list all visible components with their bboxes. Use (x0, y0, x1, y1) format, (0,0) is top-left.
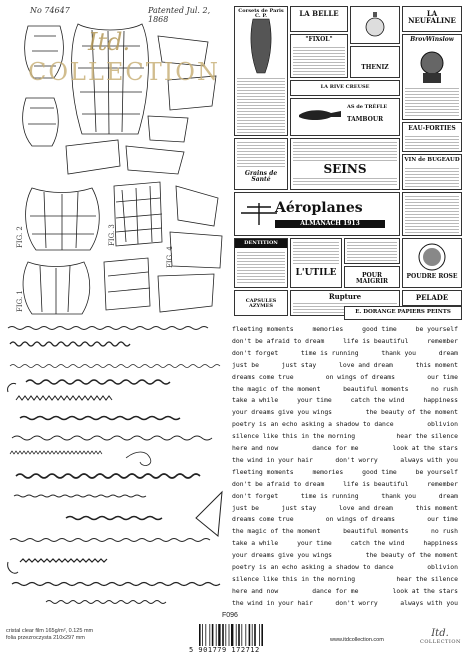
word-phrase: don't forget (232, 491, 279, 500)
word-phrase: catch the wind (350, 396, 405, 405)
word-phrase: the beauty of the moment (365, 551, 458, 560)
words-row (232, 480, 462, 489)
footer-logo: Itd. COLLECTION (420, 628, 461, 645)
inspirational-words (232, 325, 462, 615)
ad-dentition: DENTITION (234, 238, 288, 288)
word-phrase: life is beautiful (343, 336, 409, 345)
ad-vin-de-bugeaud: VIN de BUGEAUD (402, 154, 462, 190)
words-row (232, 456, 462, 465)
word-phrase: life is beautiful (343, 479, 409, 488)
word-phrase: don't worry (335, 598, 378, 607)
ad-grains-de-sante: Grains de Santé (234, 138, 288, 190)
words-row (232, 587, 462, 596)
word-phrase: always with you (400, 455, 458, 464)
ad-theniz: THENIZ (350, 46, 400, 78)
word-phrase: your dreams give you wings (232, 551, 333, 560)
word-phrase: be yourself (415, 467, 458, 476)
brand-logo (28, 28, 220, 88)
words-row (232, 432, 462, 441)
word-phrase: hear the silence (396, 432, 458, 441)
ad-l-utile: L'UTILE (290, 238, 342, 288)
ad-fixol: "FIXOL" (290, 34, 348, 78)
word-phrase: good time (362, 467, 397, 476)
ad-corsets: Corsets de Paris C. P. (234, 6, 288, 136)
word-phrase: be yourself (415, 325, 458, 333)
figure-label: FIG. 3 (108, 224, 116, 246)
logo-script: Itd. (88, 28, 131, 56)
word-phrase: dream (438, 348, 458, 357)
words-row (232, 539, 462, 548)
ad-aeroplanes: Aéroplanes ALMANACH 1913 (234, 192, 400, 236)
words-row (232, 551, 462, 560)
words-row (232, 575, 462, 584)
word-phrase: remember (427, 336, 458, 345)
words-row (232, 599, 462, 608)
word-phrase: time is running (300, 491, 359, 500)
word-phrase: always with you (400, 598, 458, 607)
word-phrase: just stay (281, 503, 317, 512)
words-row (232, 385, 462, 394)
word-phrase: hear the silence (396, 574, 458, 583)
ad-pour-maigrir: POUR MAIGRIR (344, 266, 400, 288)
word-phrase: don't be afraid to dream (232, 479, 325, 488)
stitch-lines (6, 322, 228, 612)
barcode-bar (229, 624, 230, 646)
word-phrase: poetry is an echo asking a shadow to dance (232, 420, 394, 429)
figure-label: FIG. 4 (166, 246, 174, 268)
barcode-bar (254, 624, 256, 646)
ad-poudre-rose: POUDRE ROSE (402, 238, 462, 288)
word-phrase: your dreams give you wings (232, 408, 333, 417)
word-phrase: oblivion (427, 420, 458, 429)
ad-papiers-peints: E. DORANGE PAPIERS PEINTS (344, 306, 462, 320)
word-phrase: your time (297, 396, 332, 405)
word-phrase: the magic of the moment (232, 384, 321, 393)
word-phrase: take a while (232, 539, 279, 548)
material-info (6, 628, 93, 642)
word-phrase: thank you (381, 348, 417, 357)
word-phrase: memories (312, 467, 344, 476)
ad-capsules-azymes: CAPSULES AZYMES (234, 290, 288, 316)
barcode-bar (249, 624, 251, 646)
word-phrase: dream (438, 491, 458, 500)
words-row (232, 337, 462, 346)
barcode-bar (236, 624, 237, 646)
words-row (232, 527, 462, 536)
barcode-bar (238, 624, 240, 646)
ad-misc-1 (402, 192, 462, 236)
word-phrase: on wings of dreams (325, 372, 396, 381)
word-phrase: this moment (415, 503, 458, 512)
word-phrase: just be (232, 360, 259, 369)
barcode-bar (259, 624, 260, 646)
barcode-bar (231, 624, 233, 646)
words-row (232, 504, 462, 513)
words-row (232, 492, 462, 501)
word-phrase: look at the stars (392, 586, 458, 595)
word-phrase: our time (427, 372, 458, 381)
word-phrase: this moment (415, 360, 458, 369)
barcode-bar (205, 624, 206, 646)
words-row (232, 420, 462, 429)
words-row (232, 373, 462, 382)
word-phrase: memories (312, 325, 344, 333)
word-phrase: don't forget (232, 348, 279, 357)
word-phrase: the magic of the moment (232, 527, 321, 536)
word-phrase: fleeting moments (232, 325, 294, 333)
words-row (232, 563, 462, 572)
ad-la-rive: LA RIVE CREUSE (290, 80, 400, 96)
ad-watch (350, 6, 400, 44)
patent-number: No 74647 (30, 6, 70, 15)
words-row (232, 444, 462, 453)
ad-eau-forties: EAU-FORTIES (402, 122, 462, 152)
ad-rupture: Rupture (290, 290, 400, 316)
words-row (232, 325, 462, 334)
ad-la-belle: LA BELLE (290, 6, 348, 32)
word-phrase: no rush (431, 384, 458, 393)
ad-la-neufaline: LA NEUFALINE (402, 6, 462, 32)
word-phrase: happiness (423, 539, 458, 548)
word-phrase: on wings of dreams (325, 515, 396, 524)
word-phrase: dance for me (312, 586, 359, 595)
word-phrase: just stay (281, 360, 317, 369)
word-phrase: silence like this in the morning (232, 432, 356, 441)
word-phrase: our time (427, 515, 458, 524)
barcode-bar (245, 624, 246, 646)
word-phrase: love and dream (339, 360, 393, 369)
words-row (232, 396, 462, 405)
word-phrase: silence like this in the morning (232, 574, 356, 583)
figure-label: FIG. 2 (16, 226, 24, 248)
barcode-bar (202, 624, 203, 646)
barcode-bar (209, 624, 210, 646)
barcode-bar (252, 624, 253, 646)
barcode-bar (241, 624, 242, 646)
words-row (232, 361, 462, 370)
words-row (232, 515, 462, 524)
word-phrase: the beauty of the moment (365, 408, 458, 417)
word-phrase: don't be afraid to dream (232, 336, 325, 345)
word-phrase: happiness (423, 396, 458, 405)
material-line-1: cristal clear film 165g/m², 0.125 mm (6, 628, 94, 634)
word-phrase: here and now (232, 444, 279, 452)
words-row (232, 349, 462, 358)
barcode-bar (216, 624, 217, 646)
word-phrase: thank you (381, 491, 417, 500)
vintage-ads-collage (234, 6, 460, 318)
ad-misc-2 (344, 238, 400, 264)
word-phrase: dreams come true (232, 515, 294, 524)
word-phrase: love and dream (339, 503, 393, 512)
word-phrase: the wind in your hair (232, 598, 313, 607)
word-phrase: your time (297, 539, 332, 548)
barcode (198, 624, 268, 646)
word-phrase: here and now (232, 586, 279, 595)
ad-pelade: PELADE (402, 290, 462, 306)
material-line-2: folia przezroczysta 210x297 mm (6, 634, 85, 641)
patent-date: Patented Jul. 2, 1868 (148, 6, 211, 24)
word-phrase: good time (362, 325, 397, 333)
word-phrase: poetry is an echo asking a shadow to dance (232, 563, 394, 571)
barcode-number: 5 901779 172712 (189, 646, 260, 654)
barcode-bar (199, 624, 201, 646)
ad-brov-winslow: BrovWinslow (402, 34, 462, 120)
word-phrase: beautiful moments (343, 384, 409, 393)
word-phrase: oblivion (427, 563, 458, 571)
barcode-bar (261, 624, 263, 646)
word-phrase: remember (427, 479, 458, 488)
word-phrase: time is running (300, 348, 359, 357)
barcode-bar (225, 624, 226, 646)
words-row (232, 468, 462, 477)
word-phrase: just be (232, 503, 259, 512)
word-phrase: dreams come true (232, 372, 294, 381)
word-phrase: don't worry (335, 455, 378, 464)
word-phrase: beautiful moments (343, 527, 409, 536)
logo-word: COLLECTION (28, 58, 220, 86)
word-phrase: the wind in your hair (232, 455, 313, 464)
words-row (232, 408, 462, 417)
word-phrase: dance for me (312, 444, 359, 452)
word-phrase: no rush (431, 527, 458, 536)
website-url: www.itdcollection.com (330, 637, 384, 643)
barcode-bar (212, 624, 214, 646)
figure-label: FIG. 1 (16, 290, 24, 312)
ad-tambour: AS de TRÈFLE TAMBOUR (290, 98, 400, 136)
stitches-drawing (6, 322, 228, 612)
word-phrase: catch the wind (350, 539, 405, 548)
product-code: F096 (222, 612, 238, 619)
ad-seins: SEINS (290, 138, 400, 190)
word-phrase: fleeting moments (232, 467, 294, 476)
barcode-bar (218, 624, 220, 646)
word-phrase: take a while (232, 396, 279, 405)
word-phrase: look at the stars (392, 444, 458, 452)
barcode-bar (222, 624, 224, 646)
